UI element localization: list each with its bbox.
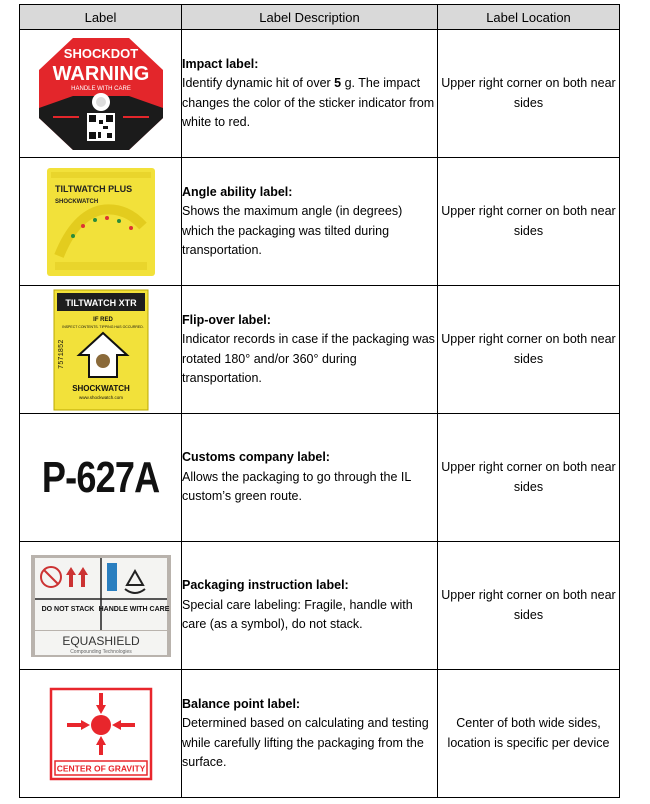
equashield-sub-text: Compounding Technologies xyxy=(69,648,132,655)
label-title: Customs company label: xyxy=(182,450,330,465)
center-of-gravity-caption: CENTER OF GRAVITY xyxy=(56,763,145,773)
tiltwatch-xtr-maker-text: SHOCKWATCH xyxy=(71,383,130,393)
center-of-gravity-label-image xyxy=(49,687,153,781)
label-title: Impact label: xyxy=(182,56,259,71)
tiltwatch-plus-label-image xyxy=(45,166,157,278)
header-row xyxy=(20,5,620,30)
label-description-cell xyxy=(182,542,438,670)
label-image-cell xyxy=(20,414,182,542)
label-description-cell xyxy=(182,286,438,414)
tiltwatch-xtr-brand-text: TILTWATCH XTR xyxy=(64,297,137,308)
shockdot-sub-text: HANDLE WITH CARE xyxy=(70,85,131,92)
shockdot-warning-label-image xyxy=(37,36,165,152)
label-description-bold: 5 xyxy=(334,76,342,90)
shockdot-brand-text: SHOCKDOT xyxy=(63,45,138,61)
label-description: Determined based on calculating and testing while carefully lifting the packaging from the surface. xyxy=(182,716,429,769)
label-location-cell: Center of both wide sides, location is specific per device xyxy=(438,670,620,798)
label-image-cell xyxy=(20,670,182,798)
tiltwatch-xtr-serial-text: 7571852 xyxy=(57,339,66,369)
label-title: Balance point label: xyxy=(182,696,301,711)
customs-code-label-image: P-627A xyxy=(41,452,160,502)
tiltwatch-xtr-site-text: www.shockwatch.com xyxy=(78,394,123,400)
tiltwatch-xtr-inspect-text: INSPECT CONTENTS. TIPPING HAS OCCURRED. xyxy=(61,324,144,329)
table-row xyxy=(20,158,620,286)
header-label: Label xyxy=(20,5,182,30)
label-description-cell xyxy=(182,30,438,158)
tiltwatch-xtr-label-image xyxy=(53,289,149,411)
label-location-cell: Upper right corner on both near sides xyxy=(438,30,620,158)
table-row xyxy=(20,542,620,670)
label-image-cell xyxy=(20,542,182,670)
label-description: Allows the packaging to go through the IL custom’s green route. xyxy=(182,469,411,504)
table-row xyxy=(20,670,620,798)
labels-table xyxy=(19,4,620,798)
table-row xyxy=(20,30,620,158)
label-image-cell xyxy=(20,30,182,158)
label-description: Indicator records in case if the packaging was rotated 180° and/or 360° during transportation. xyxy=(182,332,435,385)
label-location-cell: Upper right corner on both near sides xyxy=(438,286,620,414)
tiltwatch-plus-maker-text: SHOCKWATCH xyxy=(54,198,98,205)
table-row xyxy=(20,414,620,542)
label-location-cell: Upper right corner on both near sides xyxy=(438,414,620,542)
equashield-brand-text: EQUASHIELD xyxy=(61,633,140,648)
label-description-cell xyxy=(182,670,438,798)
tiltwatch-plus-brand-text: TILTWATCH PLUS xyxy=(54,183,132,194)
label-description-post: g. The impact changes the color of the sticker indicator from white to red. xyxy=(182,76,435,129)
tiltwatch-xtr-ifred-text: IF RED xyxy=(92,316,113,323)
label-description: Special care labeling: Fragile, handle with care (as a symbol), do not stack. xyxy=(182,597,413,632)
label-description-cell xyxy=(182,158,438,286)
label-location-cell: Upper right corner on both near sides xyxy=(438,158,620,286)
label-description: Shows the maximum angle (in degrees) which the packaging was tilted during transportation. xyxy=(182,204,403,257)
label-location-cell: Upper right corner on both near sides xyxy=(438,542,620,670)
do-not-stack-text: DO NOT STACK xyxy=(41,605,94,613)
table-row xyxy=(20,286,620,414)
label-title: Packaging instruction label: xyxy=(182,578,349,593)
label-title: Angle ability label: xyxy=(182,184,293,199)
handle-with-care-text: HANDLE WITH CARE xyxy=(98,605,169,613)
label-image-cell xyxy=(20,158,182,286)
label-image-cell xyxy=(20,286,182,414)
packaging-instruction-label-image xyxy=(31,555,171,657)
header-description: Label Description xyxy=(182,5,438,30)
label-title: Flip-over label: xyxy=(182,312,271,327)
label-description-pre: Identify dynamic hit of over xyxy=(182,76,335,90)
label-description-cell xyxy=(182,414,438,542)
shockdot-warning-text: WARNING xyxy=(52,62,149,85)
header-location: Label Location xyxy=(438,5,620,30)
